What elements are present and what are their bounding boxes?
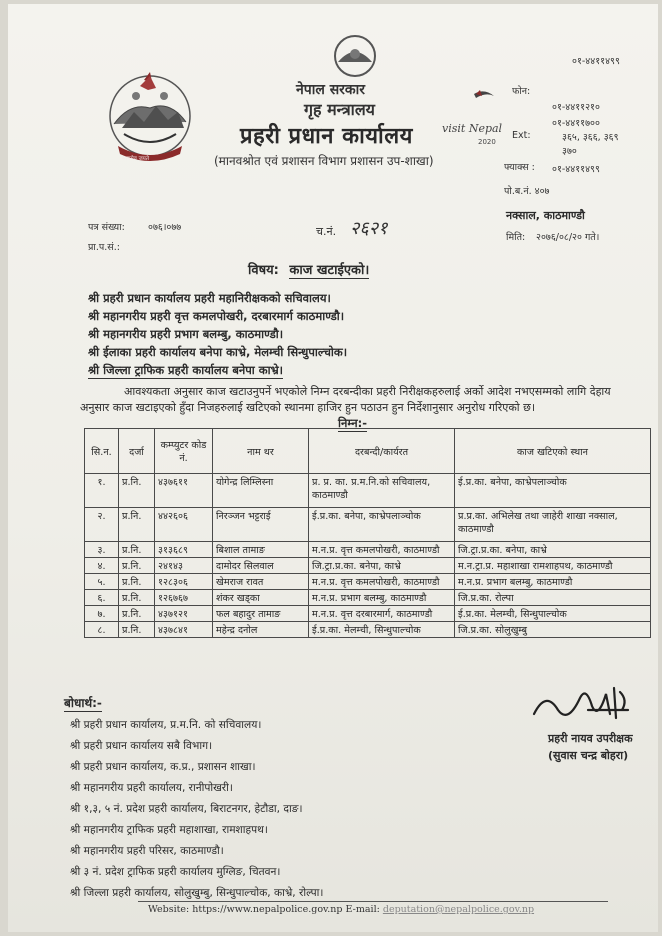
- ext-values-2: ३७०: [562, 146, 577, 157]
- email-link[interactable]: deputation@nepalpolice.gov.np: [382, 904, 535, 915]
- cell-name: बिशाल तामाङ: [213, 542, 309, 558]
- addressee-3: श्री महानगरीय प्रहरी प्रभाग बलम्बु, काठमाण्डौ।: [88, 327, 284, 341]
- cell-rank: प्र.नि.: [119, 606, 155, 622]
- cell-serial: १.: [85, 474, 119, 508]
- column-header: कम्प्युटर कोड नं.: [155, 429, 213, 474]
- table-row: [85, 574, 651, 590]
- body-paragraph: आवश्यकता अनुसार काज खटाउनुपर्ने भएकोले निम्न दरबन्दीका प्रहरी निरीक्षकहरुलाई अर्को आदेश नभएसम्मको लागि देहाय अनुसार काज खटाइएको हुँदा निजहरुलाई खटिएको स्थानमा हाजिर हुन पठाउन हुन निर्देशानुसार अनुरोध गरिएको छ।: [80, 385, 611, 414]
- dispatch-label: च.नं.: [316, 225, 337, 238]
- cell-rank: प्र.नि.: [119, 590, 155, 606]
- cc-title: बोधार्थ:-: [64, 696, 102, 710]
- signatory-name: (सुवास चन्द्र बोहरा): [548, 749, 629, 762]
- cell-deputed-place: जि.प्र.का. रोल्पा: [455, 590, 651, 606]
- signature-icon: [528, 680, 638, 726]
- cell-serial: ८.: [85, 622, 119, 638]
- table-row: [85, 622, 651, 638]
- cc-item: श्री प्रहरी प्रधान कार्यालय, क.प्र., प्रशासन शाखा।: [70, 761, 256, 773]
- table-row: [85, 558, 651, 574]
- cell-rank: प्र.नि.: [119, 558, 155, 574]
- cc-item: श्री महानगरीय प्रहरी परिसर, काठमाण्डौ।: [70, 845, 224, 857]
- cell-rank: प्र.नि.: [119, 542, 155, 558]
- cell-code: ४३७१२१: [155, 606, 213, 622]
- emblem-motto: सत्यमेव जयते: [122, 156, 150, 162]
- cell-name: दामोदर सिलवाल: [213, 558, 309, 574]
- table-row: [85, 474, 651, 508]
- email-label: E-mail:: [345, 904, 380, 915]
- prapas-label: प्रा.प.सं.:: [88, 242, 120, 253]
- letter-number-label: पत्र संख्या:: [88, 222, 125, 233]
- cc-item: श्री महानगरीय प्रहरी कार्यालय, रानीपोखरी।: [70, 782, 233, 794]
- cell-deputed-place: जि.ट्रा.प्र.का. बनेपा, काभ्रे: [455, 542, 651, 558]
- visit-nepal-year: 2020: [478, 138, 496, 146]
- cell-current-post: म.न.प्र. वृत्त कमलपोखरी, काठमाण्डौ: [309, 574, 455, 590]
- cell-deputed-place: म.न.प्र. प्रभाग बलम्बु, काठमाण्डौ: [455, 574, 651, 590]
- cc-item: श्री ३ नं. प्रदेश ट्राफिक प्रहरी कार्यालय मुग्लिङ, चितवन।: [70, 866, 281, 878]
- subject-label: विषय:: [248, 263, 279, 278]
- table-row: [85, 508, 651, 542]
- column-header: सि.न.: [85, 429, 119, 474]
- cell-serial: ३.: [85, 542, 119, 558]
- cell-current-post: म.न.प्र. वृत्त कमलपोखरी, काठमाण्डौ: [309, 542, 455, 558]
- fax-label: फ्याक्स :: [504, 162, 535, 173]
- government-name: नेपाल सरकार: [296, 82, 366, 98]
- table-header-row: [85, 429, 651, 474]
- cell-current-post: म.न.प्र. वृत्त दरबारमार्ग, काठमाण्डौ: [309, 606, 455, 622]
- column-header: दर्जा: [119, 429, 155, 474]
- cell-serial: २.: [85, 508, 119, 542]
- cell-name: महेन्द्र दनोल: [213, 622, 309, 638]
- ministry-name: गृह मन्त्रालय: [304, 100, 375, 119]
- cell-deputed-place: जि.प्र.का. सोलुखुम्बु: [455, 622, 651, 638]
- office-name: प्रहरी प्रधान कार्यालय: [240, 124, 413, 149]
- letter-number-value: ०७६।०७७: [148, 222, 182, 233]
- cell-deputed-place: ई.प्र.का. बनेपा, काभ्रेपलाञ्चोक: [455, 474, 651, 508]
- column-header: काज खटिएको स्थान: [455, 429, 651, 474]
- column-header: नाम थर: [213, 429, 309, 474]
- cell-deputed-place: ई.प्र.का. मेलम्ची, सिन्धुपाल्चोक: [455, 606, 651, 622]
- cell-current-post: प्र. प्र. का. प्र.म.नि.को सचिवालय, काठमाण्डौ: [309, 474, 455, 508]
- cell-code: १२६७६७: [155, 590, 213, 606]
- addressee-5: श्री जिल्ला ट्राफिक प्रहरी कार्यालय बनेपा काभ्रे।: [88, 363, 284, 377]
- footer-divider: [138, 901, 608, 902]
- cell-serial: ७.: [85, 606, 119, 622]
- office-location: नक्साल, काठमाण्डौ: [506, 209, 585, 222]
- cc-item: श्री १,३, ५ नं. प्रदेश प्रहरी कार्यालय, बिराटनगर, हेटौडा, दाङ।: [70, 803, 303, 815]
- dispatch-number: २६२१: [350, 218, 388, 239]
- cell-rank: प्र.नि.: [119, 622, 155, 638]
- cell-code: २४१४३: [155, 558, 213, 574]
- cc-item: श्री प्रहरी प्रधान कार्यालय सबै विभाग।: [70, 740, 213, 752]
- cell-current-post: जि.ट्रा.प्र.का. बनेपा, काभ्रे: [309, 558, 455, 574]
- cell-name: खेमराज रावत: [213, 574, 309, 590]
- cell-rank: प्र.नि.: [119, 508, 155, 542]
- cell-current-post: ई.प्र.का. मेलम्ची, सिन्धुपाल्चोक: [309, 622, 455, 638]
- cell-current-post: ई.प्र.का. बनेपा, काभ्रेपलाञ्चोक: [309, 508, 455, 542]
- addressee-2: श्री महानगरीय प्रहरी वृत्त कमलपोखरी, दरबारमार्ग काठमाण्डौ।: [88, 309, 345, 323]
- cc-item: श्री जिल्ला प्रहरी कार्यालय, सोलुखुम्बु, सिन्धुपाल्चोक, काभ्रे, रोल्पा।: [70, 887, 324, 899]
- table-row: [85, 590, 651, 606]
- cell-serial: ६.: [85, 590, 119, 606]
- footer: [148, 904, 534, 915]
- website-label: Website:: [148, 904, 190, 915]
- phone-1: ०१-४४११२१०: [552, 102, 600, 113]
- cc-item: श्री प्रहरी प्रधान कार्यालय, प्र.म.नि. को सचिवालय।: [70, 719, 262, 731]
- ext-values: ३६५, ३६६, ३६९: [562, 132, 619, 143]
- cell-name: योगेन्द्र लिम्लिस्ना: [213, 474, 309, 508]
- po-box: पो.ब.नं. ४०७: [504, 186, 550, 197]
- list-title: निम्न:-: [338, 416, 367, 430]
- cell-rank: प्र.नि.: [119, 574, 155, 590]
- national-emblem-icon: [100, 72, 200, 164]
- subject-text: काज खटाईएको।: [289, 263, 370, 278]
- cell-current-post: म.न.प्र. प्रभाग बलम्बु, काठमाण्डौ: [309, 590, 455, 606]
- fax-value: ०१-४४११४९९: [552, 164, 600, 175]
- cell-code: ४४२६०६: [155, 508, 213, 542]
- phone-2: ०१-४४११७००: [552, 118, 600, 129]
- cell-rank: प्र.नि.: [119, 474, 155, 508]
- cell-name: फल बहादुर तामाङ: [213, 606, 309, 622]
- ext-label: Ext:: [512, 130, 531, 141]
- cell-code: ४३७८४१: [155, 622, 213, 638]
- cell-name: शंकर खड्का: [213, 590, 309, 606]
- letter-page: [8, 4, 658, 932]
- cell-serial: ५.: [85, 574, 119, 590]
- date-value: २०७६/०८/२० गते।: [536, 232, 600, 243]
- addressee-1: श्री प्रहरी प्रधान कार्यालय प्रहरी महानिरीक्षकको सचिवालय।: [88, 291, 331, 305]
- cell-code: १२८३०६: [155, 574, 213, 590]
- cell-deputed-place: म.न.ट्रा.प्र. महाशाखा रामशाहपथ, काठमाण्डौ: [455, 558, 651, 574]
- cell-code: ४३७६११: [155, 474, 213, 508]
- website-link[interactable]: https://www.nepalpolice.gov.np: [192, 904, 343, 915]
- signatory-title: प्रहरी नायव उपरीक्षक: [548, 732, 633, 745]
- cell-serial: ४.: [85, 558, 119, 574]
- cell-name: निरञ्जन भट्टराई: [213, 508, 309, 542]
- column-header: दरबन्दी/कार्यरत: [309, 429, 455, 474]
- table-row: [85, 542, 651, 558]
- addressee-4: श्री ईलाका प्रहरी कार्यालय बनेपा काभ्रे, मेलम्ची सिन्धुपाल्चोक।: [88, 345, 348, 359]
- date-label: मिति:: [506, 232, 526, 243]
- phone-top: ०१-४४११४९९: [572, 56, 620, 67]
- deputation-table: [84, 428, 651, 638]
- cell-code: ३१३६८९: [155, 542, 213, 558]
- visit-nepal-text: visit Nepal: [442, 122, 503, 135]
- subject-line: [248, 260, 369, 278]
- phone-label: फोन:: [512, 86, 531, 97]
- department-logo-icon: [320, 32, 390, 80]
- table-row: [85, 606, 651, 622]
- cell-deputed-place: प्र.प्र.का. अभिलेख तथा जाहेरी शाखा नक्साल, काठमाण्डौ: [455, 508, 651, 542]
- cc-item: श्री महानगरीय ट्राफिक प्रहरी महाशाखा, रामशाहपथ।: [70, 824, 268, 836]
- division-name: (मानवश्रोत एवं प्रशासन विभाग प्रशासन उप-शाखा): [214, 154, 434, 168]
